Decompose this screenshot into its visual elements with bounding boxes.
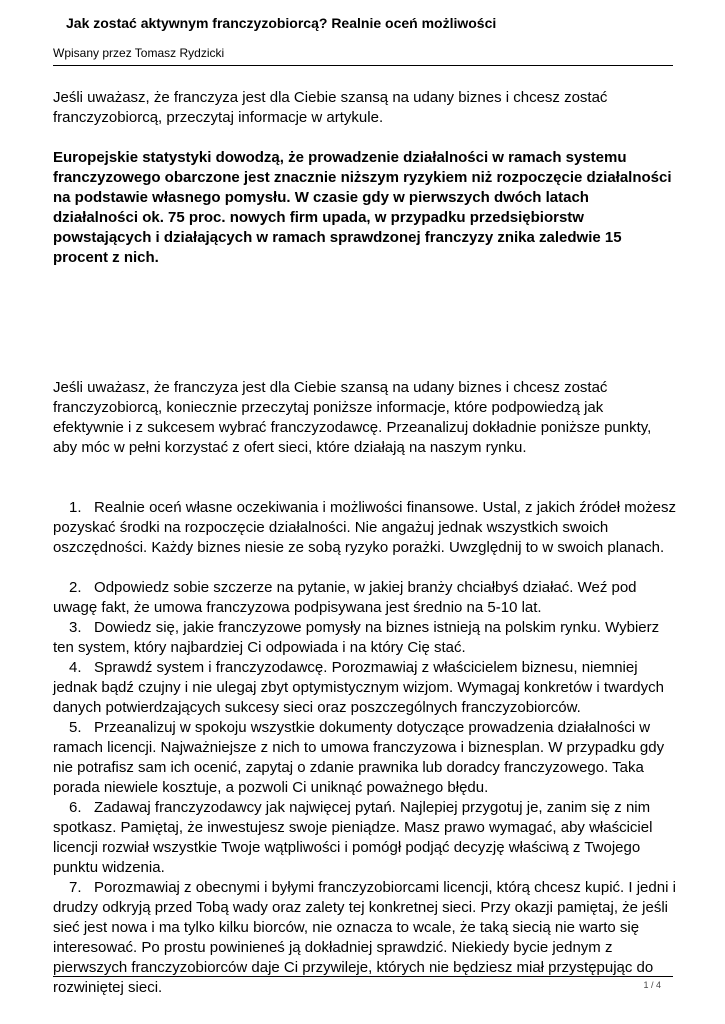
list-item-text: Porozmawiaj z obecnymi i byłymi franczyzobiorcami licencji, którą chcesz kupić. I jedni i drudzy odkryją przed Tobą wady oraz zalety tej konkretnej sieci. Przy okazji pamiętaj, że jeśli sieć jest nowa i ma tylko kilku biorców, nie oznacza to wcale, że taką siecią nie warto się interesować. Po prostu powinieneś ją dokładniej sprawdzić. Niekiedy bycie jednym z pierwszych franczyzobiorców daje Ci przywileje, których nie będziesz miał przystępując do rozwiniętej sieci. <box>53 879 676 996</box>
footer-divider <box>53 976 673 977</box>
list-item-number: 3. <box>69 619 82 636</box>
article-body <box>53 88 677 998</box>
list-item <box>53 498 677 558</box>
list-item-text: Odpowiedz sobie szczerze na pytanie, w jakiej branży chciałbyś działać. Weź pod uwagę fakt, że umowa franczyzowa podpisywana jest średnio na 5-10 lat. <box>53 579 637 616</box>
list-item-number: 4. <box>69 659 82 676</box>
intro-paragraph: Jeśli uważasz, że franczyza jest dla Ciebie szansą na udany biznes i chcesz zostać franczyzobiorcą, przeczytaj informacje w artykule. <box>53 89 608 126</box>
page-title: Jak zostać aktywnym franczyzobiorcą? Realnie oceń możliwości <box>66 15 497 31</box>
author-byline: Wpisany przez Tomasz Rydzicki <box>53 46 225 60</box>
list-item-text: Przeanalizuj w spokoju wszystkie dokumenty dotyczące prowadzenia działalności w ramach licencji. Najważniejsze z nich to umowa franczyzowa i biznesplan. W przypadku gdy nie potrafisz sam ich ocenić, zapytaj o zdanie prawnika lub doradcy franczyzowego. Taka porada niewiele kosztuje, a pozwoli Ci uniknąć poważnego błędu. <box>53 719 665 796</box>
list-item-number: 5. <box>69 719 82 736</box>
blank-space <box>53 268 677 378</box>
list-item-number: 6. <box>69 799 82 816</box>
list-item-text: Realnie oceń własne oczekiwania i możliwości finansowe. Ustal, z jakich źródeł możesz pozyskać środki na rozpoczęcie działalności. Nie angażuj jednak wszystkich swoich oszczędności. Każdy biznes niesie ze sobą ryzyko porażki. Uwzględnij to w swoich planach. <box>53 499 676 556</box>
page-number: 1 / 4 <box>643 980 661 990</box>
list-item-number: 2. <box>69 579 82 596</box>
lead-paragraph: Europejskie statystyki dowodzą, że prowadzenie działalności w ramach systemu franczyzowego obarczone jest znacznie niższym ryzykiem niż rozpoczęcie działalności na podstawie własnego pomysłu. W czasie gdy w pierwszych dwóch latach działalności ok. 75 proc. nowych firm upada, w przypadku przedsiębiorstw powstających i działających w ramach sprawdzonej franczyzy znika zaledwie 15 procent z nich. <box>53 149 672 266</box>
list-item <box>53 718 677 798</box>
list-item <box>53 798 677 878</box>
list-item <box>53 578 677 618</box>
list-item-text: Sprawdź system i franczyzodawcę. Porozmawiaj z właścicielem biznesu, niemniej jednak bądź czujny i nie ulegaj zbyt optymistycznym wizjom. Wymagaj konkretów i twardych danych potwierdzających sukcesy sieci oraz poszczególnych franczyzobiorców. <box>53 659 664 716</box>
list-item <box>53 658 677 718</box>
list-item-number: 1. <box>69 499 82 516</box>
list-item-text: Dowiedz się, jakie franczyzowe pomysły na biznes istnieją na polskim rynku. Wybierz ten system, który najbardziej Ci odpowiada i na który Cię stać. <box>53 619 660 656</box>
list-item <box>53 878 677 998</box>
header-divider <box>53 65 673 66</box>
list-item-number: 7. <box>69 879 82 896</box>
list-item-text: Zadawaj franczyzodawcy jak najwięcej pytań. Najlepiej przygotuj je, zanim się z nim spotkasz. Pamiętaj, że inwestujesz swoje pieniądze. Masz prawo wymagać, aby właściciel licencji rozwiał wszystkie Twoje wątpliwości i pomógł podjąć decyzję właściwą z Twojego punktu widzenia. <box>53 799 653 876</box>
list-item <box>53 618 677 658</box>
body-paragraph: Jeśli uważasz, że franczyza jest dla Ciebie szansą na udany biznes i chcesz zostać franczyzobiorcą, koniecznie przeczytaj poniższe informacje, które podpowiedzą jak efektywnie i z sukcesem wybrać franczyzodawcę. Przeanalizuj dokładnie poniższe punkty, aby móc w pełni korzystać z ofert sieci, które działają na naszym rynku. <box>53 379 652 456</box>
